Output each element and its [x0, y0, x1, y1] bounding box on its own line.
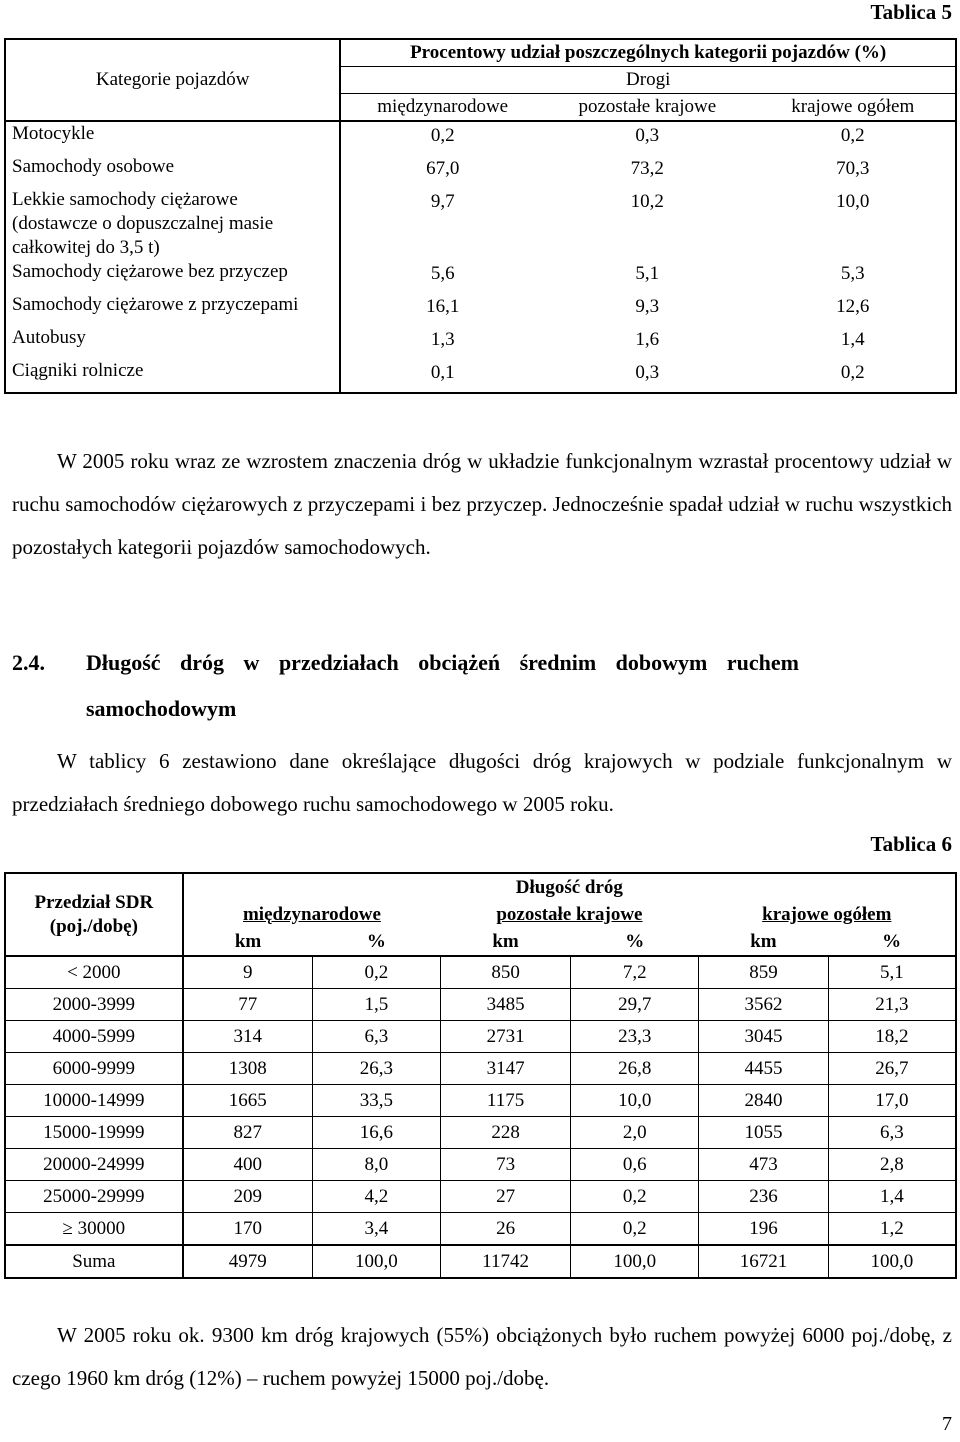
table6-group-header: międzynarodowe [242, 903, 381, 925]
paragraph-3-text: W 2005 roku ok. 9300 km dróg krajowych (55%) obciążonych było ruchem powyżej 6000 poj./dobę, z czego 1960 km dróg (12%) – ruchem powyżej 15000 poj./dobę. [12, 1323, 952, 1390]
table6-value-cell: 33,5 [312, 1085, 440, 1117]
table6-value-cell: 6,3 [828, 1117, 956, 1149]
table6-value-cell: 7,2 [571, 956, 699, 989]
table5-category-cell: Motocykle [5, 121, 340, 155]
table6-range-cell: 10000-14999 [5, 1085, 183, 1117]
table6-value-cell: 27 [440, 1181, 571, 1213]
table5-category-cell: Lekkie samochody ciężarowe (dostawcze o dopuszczalnej masie całkowitej do 3,5 t) [5, 188, 340, 260]
table6-row [5, 1149, 956, 1181]
table6-value-cell: 0,2 [571, 1181, 699, 1213]
table5-category-cell: Ciągniki rolnicze [5, 359, 340, 393]
table5-row [5, 326, 956, 359]
table6-group-header: krajowe ogółem [762, 903, 892, 925]
table6-range-cell: ≥ 30000 [5, 1213, 183, 1246]
table5-value-cell: 5,1 [635, 263, 660, 284]
table6-row [5, 1021, 956, 1053]
table6-range-cell: 20000-24999 [5, 1149, 183, 1181]
table6-value-cell: 3562 [699, 989, 829, 1021]
table6-value-cell: 18,2 [828, 1021, 956, 1053]
table5-category-header: Kategorie pojazdów [5, 39, 340, 121]
table6-value-cell: 10,0 [571, 1085, 699, 1117]
table5-value-cell: 67,0 [426, 158, 460, 179]
table6-value-cell: 11742 [440, 1245, 571, 1278]
table6-unit-header: km [492, 930, 519, 952]
table5-value-cell: 1,6 [635, 329, 660, 350]
paragraph-2 [12, 740, 952, 826]
table6-value-cell: 5,1 [828, 956, 956, 989]
table5-value-cell: 73,2 [630, 158, 664, 179]
table6-value-cell: 26 [440, 1213, 571, 1246]
table5-value-cell: 0,2 [340, 121, 544, 155]
table6-value-cell: 16721 [699, 1245, 829, 1278]
table5-header-roads: Drogi [340, 67, 956, 94]
table6-value-cell: 1055 [699, 1117, 829, 1149]
table5-row [5, 155, 956, 188]
table6-value-cell: 228 [440, 1117, 571, 1149]
table6 [4, 872, 957, 1279]
table5-col-header: pozostałe krajowe [578, 96, 717, 117]
table5-row [5, 260, 956, 293]
table5-col-header: międzynarodowe [377, 96, 509, 117]
table6-value-cell: 827 [183, 1117, 313, 1149]
table6-value-cell: 1,2 [828, 1213, 956, 1246]
table6-value-cell: 1,5 [312, 989, 440, 1021]
paragraph-1 [12, 440, 952, 569]
table6-range-cell: 2000-3999 [5, 989, 183, 1021]
paragraph-3 [12, 1314, 952, 1400]
table6-value-cell: 859 [699, 956, 829, 989]
table5-value-cell: 10,0 [836, 191, 870, 212]
table5-category-cell: Samochody ciężarowe z przyczepami [5, 293, 340, 326]
table6-row [5, 1117, 956, 1149]
table6-header-title: Długość dróg [183, 873, 956, 901]
table6-range-cell: 15000-19999 [5, 1117, 183, 1149]
table6-value-cell: 23,3 [571, 1021, 699, 1053]
table6-caption: Tablica 6 [870, 832, 952, 856]
page-number: 7 [942, 1413, 952, 1435]
table6-value-cell: 170 [183, 1213, 313, 1246]
table6-value-cell: 2840 [699, 1085, 829, 1117]
table5-value-cell: 0,2 [840, 362, 865, 383]
table6-value-cell: 1175 [440, 1085, 571, 1117]
table5-category-cell: Samochody ciężarowe bez przyczep [5, 260, 340, 293]
table6-value-cell: 100,0 [571, 1245, 699, 1278]
table6-range-cell: 4000-5999 [5, 1021, 183, 1053]
table6-value-cell: 3147 [440, 1053, 571, 1085]
table5-value-cell: 5,3 [840, 263, 865, 284]
table6-value-cell: 4455 [699, 1053, 829, 1085]
table6-value-cell: 3485 [440, 989, 571, 1021]
table6-value-cell: 400 [183, 1149, 313, 1181]
table5 [4, 38, 957, 394]
table6-value-cell: 21,3 [828, 989, 956, 1021]
table5-value-cell: 9,3 [635, 296, 660, 317]
table6-row [5, 989, 956, 1021]
table5-value-cell: 9,7 [430, 191, 455, 212]
table6-value-cell: 2,8 [828, 1149, 956, 1181]
table5-value-cell: 12,6 [836, 296, 870, 317]
paragraph-2-text: W tablicy 6 zestawiono dane określające długości dróg krajowych w podziale funkcjonalnym w przedziałach średniego dobowego ruchu samochodowego w 2005 roku. [12, 749, 952, 816]
section-title-line2: samochodowym [86, 696, 237, 721]
paragraph-1-text: W 2005 roku wraz ze wzrostem znaczenia dróg w układzie funkcjonalnym wzrastał procentowy udział w ruchu samochodów ciężarowych z przyczepami i bez przyczep. Jednocześnie spadał udział w ruchu wszystkich pozostałych kategorii pojazdów samochodowych. [12, 449, 952, 559]
section-number: 2.4. [12, 650, 45, 675]
table6-value-cell: 473 [699, 1149, 829, 1181]
table5-category-cell: Samochody osobowe [5, 155, 340, 188]
section-title-line1: Długość dróg w przedziałach obciążeń średnim dobowym ruchem [86, 650, 799, 675]
table6-unit-header: % [366, 930, 386, 952]
table5-value-cell: 10,2 [630, 191, 664, 212]
table5-value-cell: 70,3 [836, 158, 870, 179]
table6-range-header-line1: Przedział SDR [34, 891, 154, 913]
table6-value-cell: 1308 [183, 1053, 313, 1085]
table5-category-cell: Autobusy [5, 326, 340, 359]
table6-row [5, 956, 956, 989]
table6-value-cell: 26,8 [571, 1053, 699, 1085]
table5-value-cell: 16,1 [426, 296, 460, 317]
table6-sum-row [5, 1245, 956, 1278]
table5-header-title: Procentowy udział poszczególnych kategorii pojazdów (%) [340, 39, 956, 67]
table6-value-cell: 236 [699, 1181, 829, 1213]
table6-value-cell: 2731 [440, 1021, 571, 1053]
table6-value-cell: 4,2 [312, 1181, 440, 1213]
table6-value-cell: 100,0 [312, 1245, 440, 1278]
table6-unit-header: km [234, 930, 262, 952]
table6-value-cell: 2,0 [571, 1117, 699, 1149]
table5-value-cell: 1,4 [840, 329, 865, 350]
section-heading [12, 640, 952, 732]
table5-row [5, 121, 956, 155]
table6-row [5, 1213, 956, 1246]
table6-value-cell: 0,6 [571, 1149, 699, 1181]
table6-row [5, 1085, 956, 1117]
table6-unit-header: km [750, 930, 777, 952]
table6-range-cell: 6000-9999 [5, 1053, 183, 1085]
table6-value-cell: 26,7 [828, 1053, 956, 1085]
table6-unit-header: % [882, 930, 902, 952]
table6-value-cell: 26,3 [312, 1053, 440, 1085]
table6-value-cell: 77 [183, 989, 313, 1021]
table6-value-cell: 73 [440, 1149, 571, 1181]
table6-value-cell: 314 [183, 1021, 313, 1053]
table5-row [5, 188, 956, 260]
table6-value-cell: 6,3 [312, 1021, 440, 1053]
table5-value-cell: 0,2 [751, 121, 956, 155]
table6-value-cell: 209 [183, 1181, 313, 1213]
table6-range-cell: 25000-29999 [5, 1181, 183, 1213]
table5-value-cell: 0,3 [544, 121, 750, 155]
table6-range-header [5, 873, 183, 956]
table6-range-cell: < 2000 [5, 956, 183, 989]
table6-range-cell: Suma [5, 1245, 183, 1278]
table5-value-cell: 5,6 [430, 263, 455, 284]
table6-value-cell: 196 [699, 1213, 829, 1246]
table5-row [5, 293, 956, 326]
table6-row [5, 1181, 956, 1213]
table6-value-cell: 100,0 [828, 1245, 956, 1278]
table6-value-cell: 1,4 [828, 1181, 956, 1213]
table5-row [5, 359, 956, 393]
table6-range-header-line2: (poj./dobę) [49, 915, 138, 937]
table6-value-cell: 9 [183, 956, 313, 989]
table5-col-header: krajowe ogółem [791, 96, 915, 117]
table6-value-cell: 17,0 [828, 1085, 956, 1117]
table6-value-cell: 1665 [183, 1085, 313, 1117]
table6-value-cell: 3045 [699, 1021, 829, 1053]
table5-caption: Tablica 5 [870, 0, 952, 24]
table5-value-cell: 0,1 [430, 362, 455, 383]
table6-value-cell: 4979 [183, 1245, 313, 1278]
table6-value-cell: 850 [440, 956, 571, 989]
table6-value-cell: 8,0 [312, 1149, 440, 1181]
table6-row [5, 1053, 956, 1085]
table6-group-header: pozostałe krajowe [496, 903, 643, 925]
table6-value-cell: 0,2 [571, 1213, 699, 1246]
table6-unit-header: % [625, 930, 645, 952]
table6-value-cell: 29,7 [571, 989, 699, 1021]
table6-value-cell: 16,6 [312, 1117, 440, 1149]
table5-value-cell: 0,3 [635, 362, 660, 383]
table6-value-cell: 3,4 [312, 1213, 440, 1246]
table5-value-cell: 1,3 [430, 329, 455, 350]
table6-value-cell: 0,2 [312, 956, 440, 989]
